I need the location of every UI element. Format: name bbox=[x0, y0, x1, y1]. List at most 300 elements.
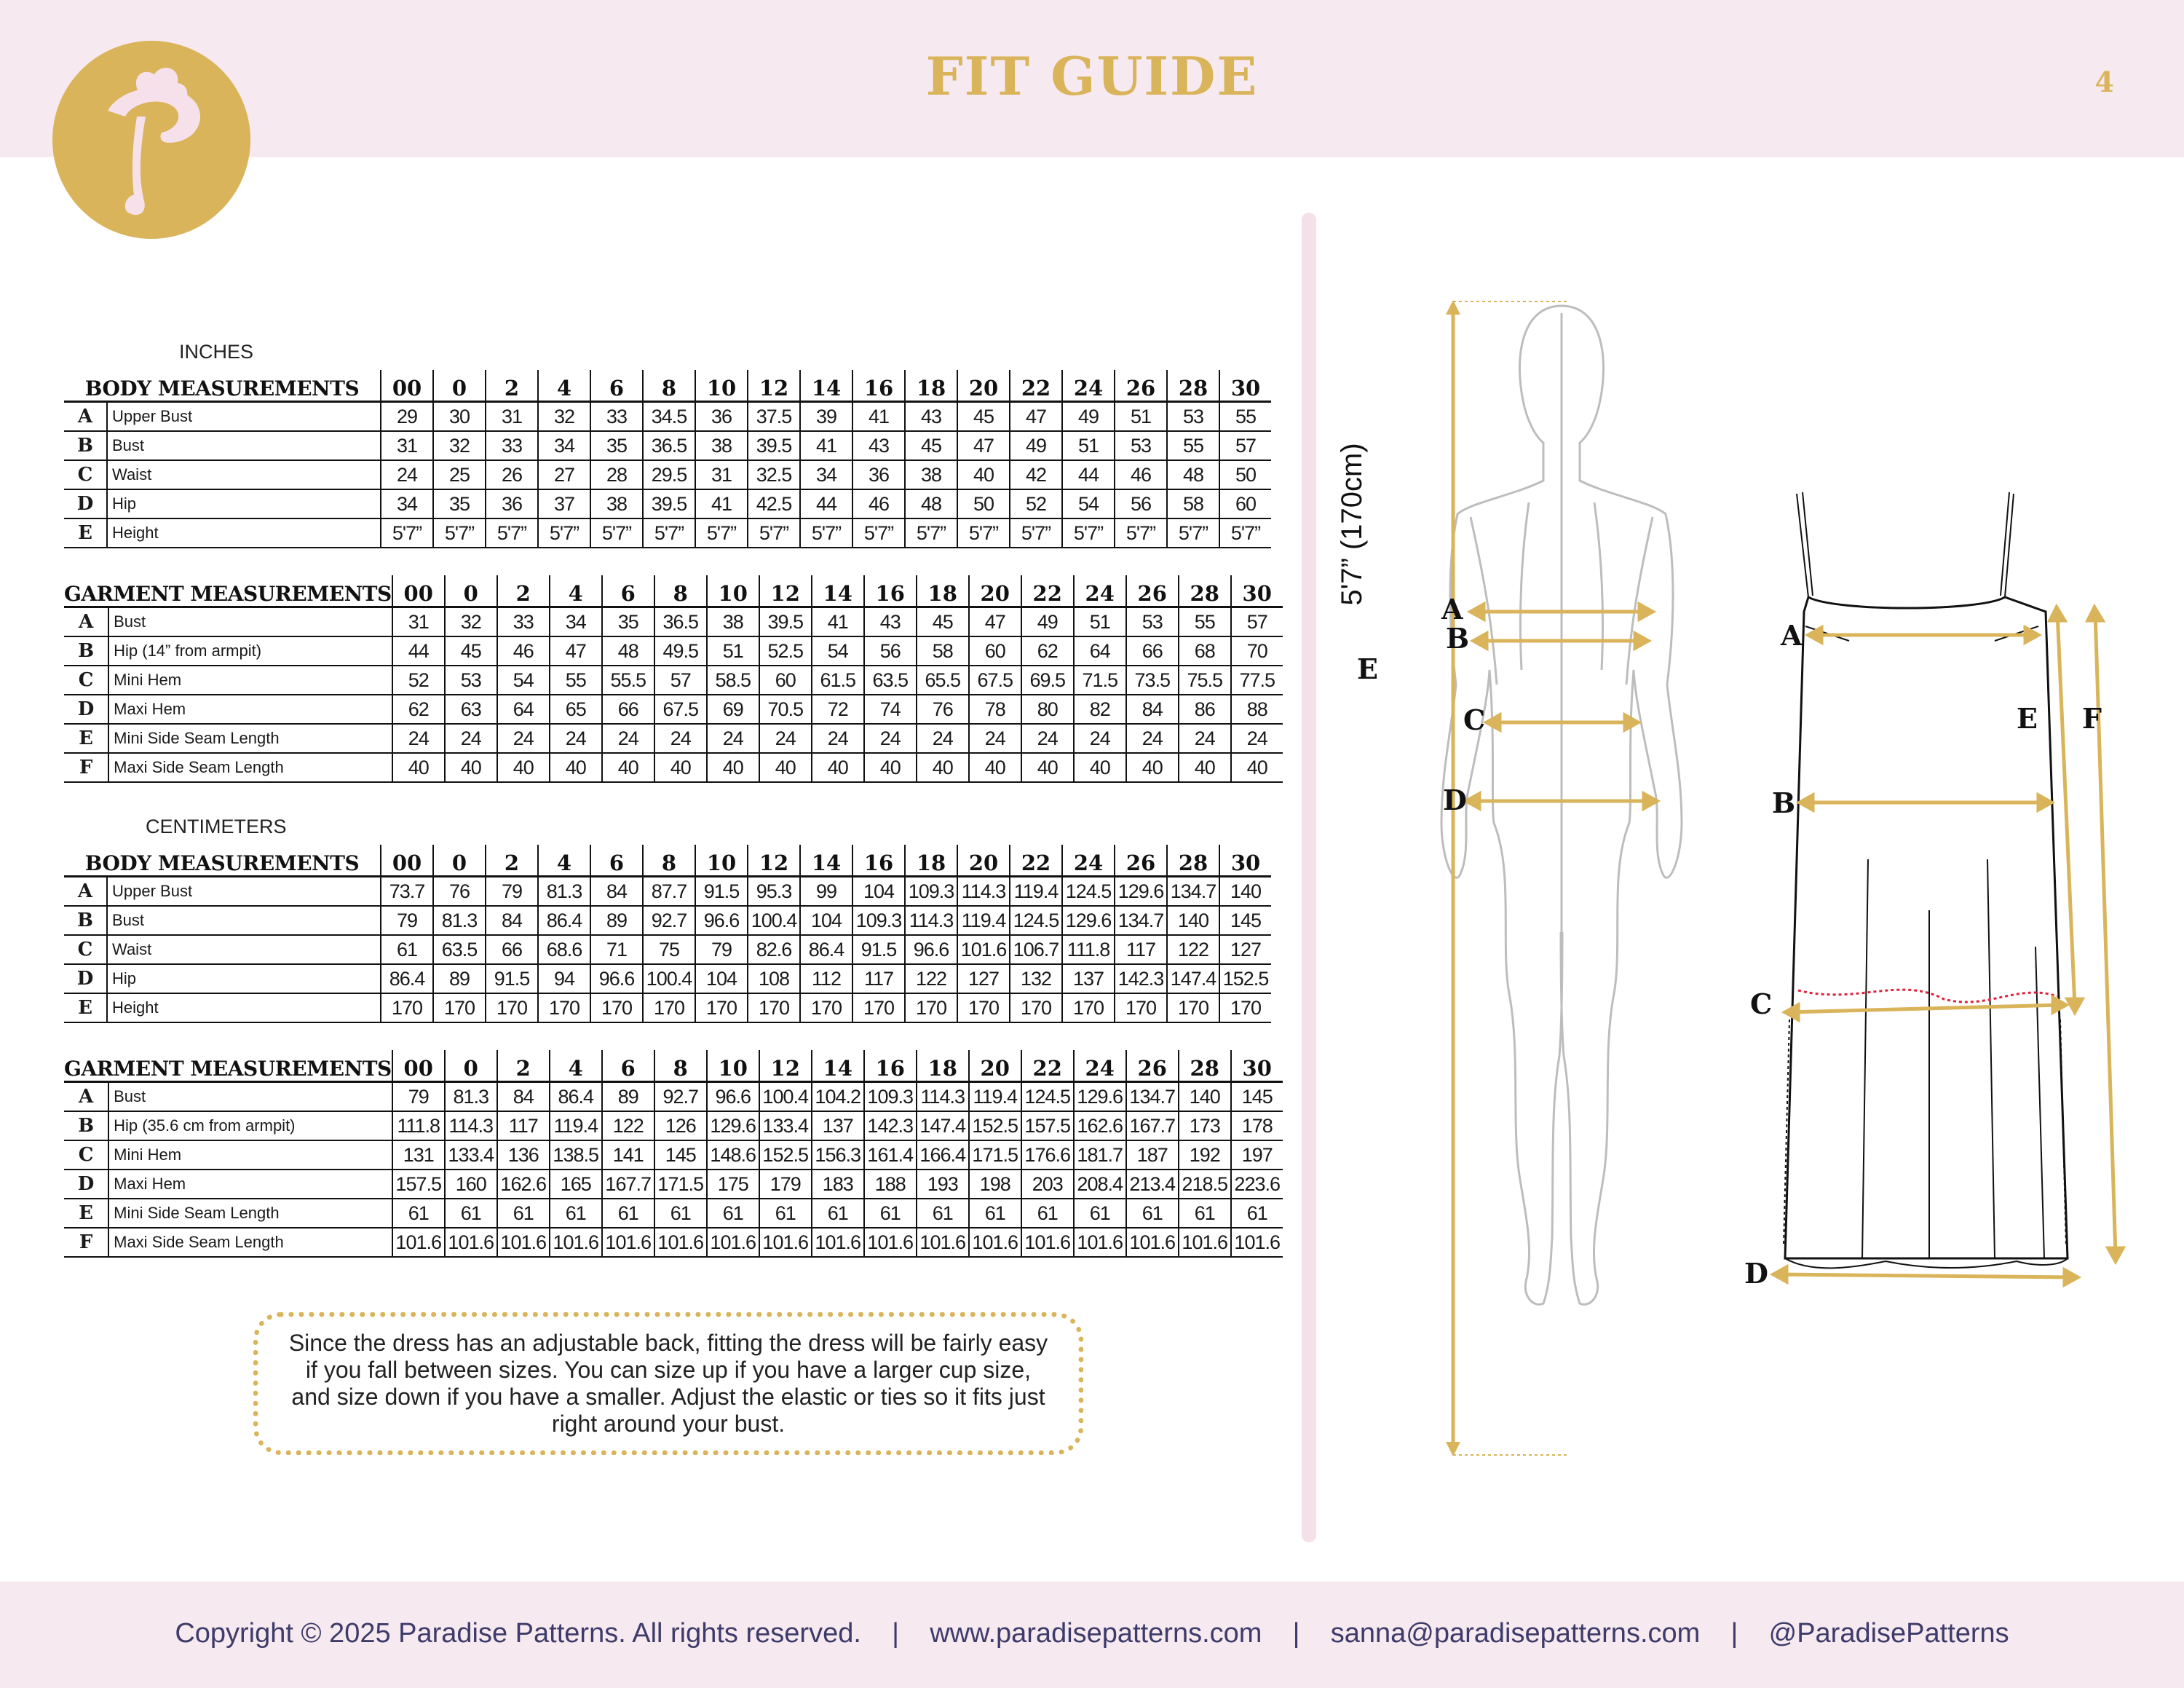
measurement-cell: 63 bbox=[445, 695, 497, 724]
measurement-cell: 89 bbox=[602, 1082, 654, 1112]
measurement-cell: 147.4 bbox=[917, 1111, 969, 1140]
measurement-cell: 46 bbox=[852, 489, 905, 518]
measurement-cell: 160 bbox=[445, 1170, 497, 1199]
table-row bbox=[64, 964, 1271, 993]
measurement-cell: 45 bbox=[445, 636, 497, 666]
measurement-cell: 5'7” bbox=[643, 518, 695, 548]
table-row bbox=[64, 1199, 1283, 1228]
measurement-cell: 24 bbox=[381, 460, 433, 489]
measurement-cell: 61 bbox=[602, 1199, 654, 1228]
measurement-cell: 55 bbox=[1219, 402, 1271, 432]
size-header: 30 bbox=[1219, 845, 1271, 877]
row-letter: E bbox=[64, 724, 108, 753]
measurement-cell: 171.5 bbox=[654, 1170, 707, 1199]
measurement-cell: 101.6 bbox=[969, 1228, 1021, 1257]
measurement-cell: 41 bbox=[852, 402, 905, 432]
measurement-cell: 24 bbox=[1231, 724, 1283, 753]
table-row bbox=[64, 607, 1283, 637]
measurement-cell: 129.6 bbox=[707, 1111, 759, 1140]
measurement-cell: 35 bbox=[433, 489, 486, 518]
measurement-cell: 70 bbox=[1231, 636, 1283, 666]
measurement-cell: 40 bbox=[957, 460, 1010, 489]
size-header: 4 bbox=[538, 370, 590, 402]
dress-label-a: A bbox=[1781, 619, 1803, 652]
size-header: 0 bbox=[445, 575, 497, 607]
table-row bbox=[64, 753, 1283, 782]
measurement-cell: 56 bbox=[864, 636, 917, 666]
measurement-cell: 40 bbox=[969, 753, 1021, 782]
table-title: GARMENT MEASUREMENTS bbox=[64, 575, 392, 607]
table-row bbox=[64, 906, 1271, 935]
measurement-cell: 40 bbox=[1074, 753, 1126, 782]
size-header: 24 bbox=[1074, 575, 1126, 607]
measurement-cell: 104 bbox=[695, 964, 748, 993]
measurement-cell: 24 bbox=[759, 724, 812, 753]
measurement-cell: 51 bbox=[707, 636, 759, 666]
measurement-cell: 67.5 bbox=[654, 695, 707, 724]
measurement-cell: 132 bbox=[1010, 964, 1062, 993]
measurement-cell: 32 bbox=[538, 402, 590, 432]
measurement-cell: 24 bbox=[1021, 724, 1074, 753]
measurement-cell: 137 bbox=[812, 1111, 864, 1140]
measurement-cell: 56 bbox=[1115, 489, 1167, 518]
table-row bbox=[64, 460, 1271, 489]
measurement-cell: 51 bbox=[1074, 607, 1126, 637]
body-height-dimension bbox=[1336, 300, 1570, 1456]
dress-measurement-arrows bbox=[1773, 607, 2123, 1285]
measurement-cell: 167.7 bbox=[1126, 1111, 1179, 1140]
measurement-cell: 40 bbox=[707, 753, 759, 782]
table-row bbox=[64, 695, 1283, 724]
measurement-cell: 57 bbox=[654, 666, 707, 695]
measurement-cell: 24 bbox=[654, 724, 707, 753]
measurement-cell: 140 bbox=[1219, 877, 1271, 907]
table-row bbox=[64, 1111, 1283, 1140]
size-header: 18 bbox=[917, 575, 969, 607]
size-header: 28 bbox=[1179, 575, 1231, 607]
row-letter: A bbox=[64, 1082, 108, 1112]
measurement-cell: 69.5 bbox=[1021, 666, 1074, 695]
inches-garment-measurements-table bbox=[64, 575, 1283, 783]
measurement-cell: 100.4 bbox=[759, 1082, 812, 1112]
measurement-cell: 57 bbox=[1231, 607, 1283, 637]
measurement-cell: 53 bbox=[1167, 402, 1219, 432]
size-header: 26 bbox=[1115, 845, 1167, 877]
measurement-cell: 52 bbox=[392, 666, 445, 695]
measurement-cell: 5'7” bbox=[486, 518, 538, 548]
size-header: 22 bbox=[1010, 370, 1062, 402]
table-row bbox=[64, 1140, 1283, 1170]
size-header: 10 bbox=[695, 845, 748, 877]
measurement-cell: 40 bbox=[654, 753, 707, 782]
table-row bbox=[64, 724, 1283, 753]
size-header: 20 bbox=[957, 845, 1010, 877]
measurement-cell: 170 bbox=[748, 993, 800, 1022]
table-title: GARMENT MEASUREMENTS bbox=[64, 1050, 392, 1082]
size-header: 28 bbox=[1179, 1050, 1231, 1082]
cm-garment-measurements-table bbox=[64, 1050, 1283, 1258]
measurement-cell: 37.5 bbox=[748, 402, 800, 432]
table-row bbox=[64, 1228, 1283, 1257]
measurement-cell: 43 bbox=[852, 431, 905, 460]
measurement-cell: 55 bbox=[550, 666, 602, 695]
measurement-cell: 78 bbox=[969, 695, 1021, 724]
size-header: 30 bbox=[1231, 1050, 1283, 1082]
measurement-cell: 75.5 bbox=[1179, 666, 1231, 695]
measurement-cell: 84 bbox=[497, 1082, 550, 1112]
size-header: 0 bbox=[445, 1050, 497, 1082]
measurement-cell: 117 bbox=[852, 964, 905, 993]
measurement-cell: 31 bbox=[695, 460, 748, 489]
measurement-cell: 81.3 bbox=[445, 1082, 497, 1112]
measurement-cell: 91.5 bbox=[852, 935, 905, 964]
measurement-cell: 43 bbox=[905, 402, 957, 432]
measurement-cell: 61 bbox=[707, 1199, 759, 1228]
measurement-cell: 92.7 bbox=[654, 1082, 707, 1112]
page-number: 4 bbox=[2094, 66, 2114, 98]
row-label: Hip (35.6 cm from armpit) bbox=[108, 1111, 392, 1140]
measurement-cell: 96.6 bbox=[707, 1082, 759, 1112]
measurement-cell: 81.3 bbox=[538, 877, 590, 907]
size-header: 22 bbox=[1021, 1050, 1074, 1082]
row-label: Upper Bust bbox=[107, 402, 381, 432]
measurement-cell: 111.8 bbox=[1062, 935, 1115, 964]
measurement-cell: 57 bbox=[1219, 431, 1271, 460]
measurement-cell: 49 bbox=[1010, 431, 1062, 460]
measurement-cell: 84 bbox=[486, 906, 538, 935]
measurement-cell: 152.5 bbox=[969, 1111, 1021, 1140]
row-letter: C bbox=[64, 935, 107, 964]
measurement-cell: 54 bbox=[1062, 489, 1115, 518]
measurement-cell: 170 bbox=[695, 993, 748, 1022]
measurement-cell: 53 bbox=[1126, 607, 1179, 637]
measurement-cell: 5'7” bbox=[1219, 518, 1271, 548]
row-label: Maxi Hem bbox=[108, 695, 392, 724]
measurement-cell: 61 bbox=[864, 1199, 917, 1228]
measurement-cell: 61 bbox=[812, 1199, 864, 1228]
measurement-cell: 79 bbox=[381, 906, 433, 935]
measurement-cell: 5'7” bbox=[538, 518, 590, 548]
row-label: Mini Side Seam Length bbox=[108, 724, 392, 753]
measurement-cell: 76 bbox=[433, 877, 486, 907]
measurement-cell: 114.3 bbox=[905, 906, 957, 935]
measurement-cell: 119.4 bbox=[1010, 877, 1062, 907]
measurement-cell: 31 bbox=[486, 402, 538, 432]
measurement-cell: 66 bbox=[486, 935, 538, 964]
measurement-cell: 141 bbox=[602, 1140, 654, 1170]
measurement-cell: 167.7 bbox=[602, 1170, 654, 1199]
measurement-cell: 61.5 bbox=[812, 666, 864, 695]
measurement-cell: 84 bbox=[590, 877, 643, 907]
measurement-cell: 33 bbox=[486, 431, 538, 460]
row-label: Bust bbox=[107, 431, 381, 460]
table-row bbox=[64, 935, 1271, 964]
row-label: Mini Hem bbox=[108, 1140, 392, 1170]
measurement-cell: 122 bbox=[1167, 935, 1219, 964]
measurement-cell: 96.6 bbox=[590, 964, 643, 993]
measurement-cell: 170 bbox=[905, 993, 957, 1022]
table-row bbox=[64, 489, 1271, 518]
measurement-cell: 29 bbox=[381, 402, 433, 432]
measurement-cell: 68 bbox=[1179, 636, 1231, 666]
measurement-cell: 40 bbox=[917, 753, 969, 782]
measurement-cell: 131 bbox=[392, 1140, 445, 1170]
measurement-cell: 5'7” bbox=[800, 518, 852, 548]
measurement-cell: 24 bbox=[1126, 724, 1179, 753]
measurement-cell: 29.5 bbox=[643, 460, 695, 489]
measurement-cell: 50 bbox=[1219, 460, 1271, 489]
measurement-cell: 37 bbox=[538, 489, 590, 518]
measurement-cell: 24 bbox=[864, 724, 917, 753]
measurement-cell: 101.6 bbox=[759, 1228, 812, 1257]
measurement-cell: 64 bbox=[497, 695, 550, 724]
measurement-cell: 32 bbox=[445, 607, 497, 637]
measurement-cell: 45 bbox=[905, 431, 957, 460]
measurement-cell: 62 bbox=[1021, 636, 1074, 666]
page-header bbox=[0, 0, 2184, 157]
size-header: 4 bbox=[550, 575, 602, 607]
measurement-cell: 61 bbox=[1126, 1199, 1179, 1228]
measurement-cell: 178 bbox=[1231, 1111, 1283, 1140]
measurement-cell: 170 bbox=[381, 993, 433, 1022]
measurement-cell: 122 bbox=[905, 964, 957, 993]
measurement-cell: 61 bbox=[759, 1199, 812, 1228]
measurement-cell: 142.3 bbox=[1115, 964, 1167, 993]
measurement-cell: 66 bbox=[602, 695, 654, 724]
row-label: Upper Bust bbox=[107, 877, 381, 907]
measurement-cell: 82 bbox=[1074, 695, 1126, 724]
measurement-cell: 5'7” bbox=[1062, 518, 1115, 548]
measurement-cell: 126 bbox=[654, 1111, 707, 1140]
row-letter: E bbox=[64, 1199, 108, 1228]
measurement-cell: 173 bbox=[1179, 1111, 1231, 1140]
measurement-cell: 197 bbox=[1231, 1140, 1283, 1170]
measurement-cell: 38 bbox=[905, 460, 957, 489]
measurement-cell: 34 bbox=[381, 489, 433, 518]
table-row bbox=[64, 636, 1283, 666]
measurement-cell: 40 bbox=[759, 753, 812, 782]
measurement-cell: 60 bbox=[969, 636, 1021, 666]
measurement-cell: 34 bbox=[550, 607, 602, 637]
measurement-cell: 117 bbox=[1115, 935, 1167, 964]
measurement-cell: 5'7” bbox=[905, 518, 957, 548]
size-header: 30 bbox=[1231, 575, 1283, 607]
row-letter: E bbox=[64, 993, 107, 1022]
fit-note: Since the dress has an adjustable back, fitting the dress will be fairly easy if you fall between sizes. You can size up if you have a larger cup size, and size down if you have a smaller. Adjust the elastic or ties so it fits just right around your bust. bbox=[253, 1312, 1083, 1455]
row-label: Waist bbox=[107, 460, 381, 489]
measurement-cell: 58 bbox=[1167, 489, 1219, 518]
row-letter: C bbox=[64, 1140, 108, 1170]
measurement-cell: 114.3 bbox=[445, 1111, 497, 1140]
measurement-cell: 71.5 bbox=[1074, 666, 1126, 695]
size-header: 18 bbox=[905, 370, 957, 402]
measurement-cell: 72 bbox=[812, 695, 864, 724]
measurement-figures bbox=[1332, 218, 2148, 1500]
measurement-cell: 58.5 bbox=[707, 666, 759, 695]
size-header: 22 bbox=[1010, 845, 1062, 877]
row-label: Height bbox=[107, 993, 381, 1022]
measurement-cell: 48 bbox=[602, 636, 654, 666]
measurement-cell: 138.5 bbox=[550, 1140, 602, 1170]
measurement-cell: 61 bbox=[497, 1199, 550, 1228]
measurement-cell: 170 bbox=[643, 993, 695, 1022]
row-label: Height bbox=[107, 518, 381, 548]
size-header: 10 bbox=[707, 575, 759, 607]
measurement-cell: 114.3 bbox=[917, 1082, 969, 1112]
measurement-cell: 40 bbox=[1021, 753, 1074, 782]
measurement-cell: 43 bbox=[864, 607, 917, 637]
size-header: 24 bbox=[1062, 370, 1115, 402]
measurement-cell: 106.7 bbox=[1010, 935, 1062, 964]
size-header: 26 bbox=[1126, 1050, 1179, 1082]
measurement-cell: 65.5 bbox=[917, 666, 969, 695]
measurement-cell: 34 bbox=[800, 460, 852, 489]
measurement-cell: 148.6 bbox=[707, 1140, 759, 1170]
measurement-cell: 75 bbox=[643, 935, 695, 964]
row-letter: D bbox=[64, 964, 107, 993]
measurement-cell: 54 bbox=[497, 666, 550, 695]
measurement-cell: 52 bbox=[1010, 489, 1062, 518]
measurement-cell: 101.6 bbox=[550, 1228, 602, 1257]
table-row bbox=[64, 402, 1271, 432]
size-header: 2 bbox=[497, 575, 550, 607]
measurement-cell: 166.4 bbox=[917, 1140, 969, 1170]
measurement-cell: 24 bbox=[812, 724, 864, 753]
measurement-cell: 5'7” bbox=[1010, 518, 1062, 548]
size-header: 6 bbox=[602, 575, 654, 607]
measurement-cell: 36 bbox=[852, 460, 905, 489]
measurement-cell: 39.5 bbox=[643, 489, 695, 518]
size-header: 12 bbox=[748, 845, 800, 877]
measurement-cell: 145 bbox=[1219, 906, 1271, 935]
row-label: Hip (14” from armpit) bbox=[108, 636, 392, 666]
measurement-cell: 41 bbox=[695, 489, 748, 518]
measurement-cell: 157.5 bbox=[392, 1170, 445, 1199]
measurement-cell: 39.5 bbox=[759, 607, 812, 637]
measurement-cell: 48 bbox=[1167, 460, 1219, 489]
measurement-cell: 101.6 bbox=[1021, 1228, 1074, 1257]
measurement-cell: 47 bbox=[550, 636, 602, 666]
measurement-cell: 44 bbox=[800, 489, 852, 518]
measurement-cell: 124.5 bbox=[1021, 1082, 1074, 1112]
measurement-cell: 109.3 bbox=[905, 877, 957, 907]
measurement-cell: 89 bbox=[433, 964, 486, 993]
measurement-cell: 25 bbox=[433, 460, 486, 489]
dress-label-b: B bbox=[1772, 786, 1796, 819]
size-header: 0 bbox=[433, 845, 486, 877]
measurement-cell: 63.5 bbox=[433, 935, 486, 964]
measurement-cell: 32 bbox=[433, 431, 486, 460]
measurement-cell: 71 bbox=[590, 935, 643, 964]
measurement-cell: 111.8 bbox=[392, 1111, 445, 1140]
centimeters-label: CENTIMETERS bbox=[146, 816, 287, 837]
measurement-cell: 24 bbox=[602, 724, 654, 753]
measurement-cell: 101.6 bbox=[917, 1228, 969, 1257]
table-row bbox=[64, 993, 1271, 1022]
size-header: 0 bbox=[433, 370, 486, 402]
size-header: 18 bbox=[905, 845, 957, 877]
measurement-cell: 36.5 bbox=[654, 607, 707, 637]
dress-flat bbox=[1784, 492, 2068, 1268]
measurement-cell: 170 bbox=[1010, 993, 1062, 1022]
measurement-cell: 26 bbox=[486, 460, 538, 489]
measurement-cell: 101.6 bbox=[1126, 1228, 1179, 1257]
measurement-cell: 91.5 bbox=[695, 877, 748, 907]
size-header: 10 bbox=[707, 1050, 759, 1082]
measurement-cell: 112 bbox=[800, 964, 852, 993]
size-header: 00 bbox=[381, 370, 433, 402]
size-header: 10 bbox=[695, 370, 748, 402]
measurement-cell: 86.4 bbox=[538, 906, 590, 935]
measurement-cell: 46 bbox=[497, 636, 550, 666]
measurement-cell: 40 bbox=[392, 753, 445, 782]
measurement-cell: 31 bbox=[392, 607, 445, 637]
measurement-cell: 192 bbox=[1179, 1140, 1231, 1170]
measurement-cell: 170 bbox=[1219, 993, 1271, 1022]
table-row bbox=[64, 1170, 1283, 1199]
measurement-cell: 40 bbox=[602, 753, 654, 782]
footer-text: Copyright © 2025 Paradise Patterns. All rights reserved. | www.paradisepatterns.com | sanna@paradisepatterns.com | @ParadisePatterns bbox=[175, 1618, 2009, 1649]
dress-label-d: D bbox=[1744, 1257, 1768, 1290]
measurement-cell: 63.5 bbox=[864, 666, 917, 695]
measurement-cell: 61 bbox=[654, 1199, 707, 1228]
dress-label-f: F bbox=[2082, 702, 2102, 735]
measurement-cell: 145 bbox=[654, 1140, 707, 1170]
measurement-cell: 145 bbox=[1231, 1082, 1283, 1112]
size-header: 2 bbox=[486, 370, 538, 402]
measurement-cell: 101.6 bbox=[1179, 1228, 1231, 1257]
row-letter: D bbox=[64, 489, 107, 518]
body-label-b: B bbox=[1446, 622, 1470, 655]
dress-label-e: E bbox=[2017, 702, 2038, 735]
measurement-cell: 24 bbox=[497, 724, 550, 753]
measurement-cell: 101.6 bbox=[497, 1228, 550, 1257]
measurement-cell: 49 bbox=[1062, 402, 1115, 432]
measurement-cell: 193 bbox=[917, 1170, 969, 1199]
size-header: 6 bbox=[590, 370, 643, 402]
measurement-cell: 44 bbox=[392, 636, 445, 666]
measurement-cell: 101.6 bbox=[957, 935, 1010, 964]
size-header: 14 bbox=[812, 575, 864, 607]
measurement-cell: 44 bbox=[1062, 460, 1115, 489]
measurement-cell: 24 bbox=[445, 724, 497, 753]
table-title: BODY MEASUREMENTS bbox=[64, 845, 381, 877]
measurement-cell: 101.6 bbox=[1231, 1228, 1283, 1257]
measurement-cell: 74 bbox=[864, 695, 917, 724]
size-header: 26 bbox=[1115, 370, 1167, 402]
measurement-cell: 73.7 bbox=[381, 877, 433, 907]
size-header: 14 bbox=[800, 370, 852, 402]
measurement-cell: 152.5 bbox=[1219, 964, 1271, 993]
measurement-cell: 161.4 bbox=[864, 1140, 917, 1170]
measurement-cell: 134.7 bbox=[1126, 1082, 1179, 1112]
measurement-cell: 162.6 bbox=[1074, 1111, 1126, 1140]
measurement-cell: 54 bbox=[812, 636, 864, 666]
measurement-cell: 162.6 bbox=[497, 1170, 550, 1199]
measurement-cell: 119.4 bbox=[969, 1082, 1021, 1112]
measurement-cell: 101.6 bbox=[864, 1228, 917, 1257]
measurement-cell: 24 bbox=[1074, 724, 1126, 753]
measurement-cell: 40 bbox=[497, 753, 550, 782]
row-label: Waist bbox=[107, 935, 381, 964]
measurement-cell: 140 bbox=[1167, 906, 1219, 935]
measurement-cell: 181.7 bbox=[1074, 1140, 1126, 1170]
measurement-cell: 203 bbox=[1021, 1170, 1074, 1199]
measurement-cell: 47 bbox=[957, 431, 1010, 460]
measurement-cell: 5'7” bbox=[1115, 518, 1167, 548]
measurement-cell: 55.5 bbox=[602, 666, 654, 695]
measurement-cell: 134.7 bbox=[1115, 906, 1167, 935]
